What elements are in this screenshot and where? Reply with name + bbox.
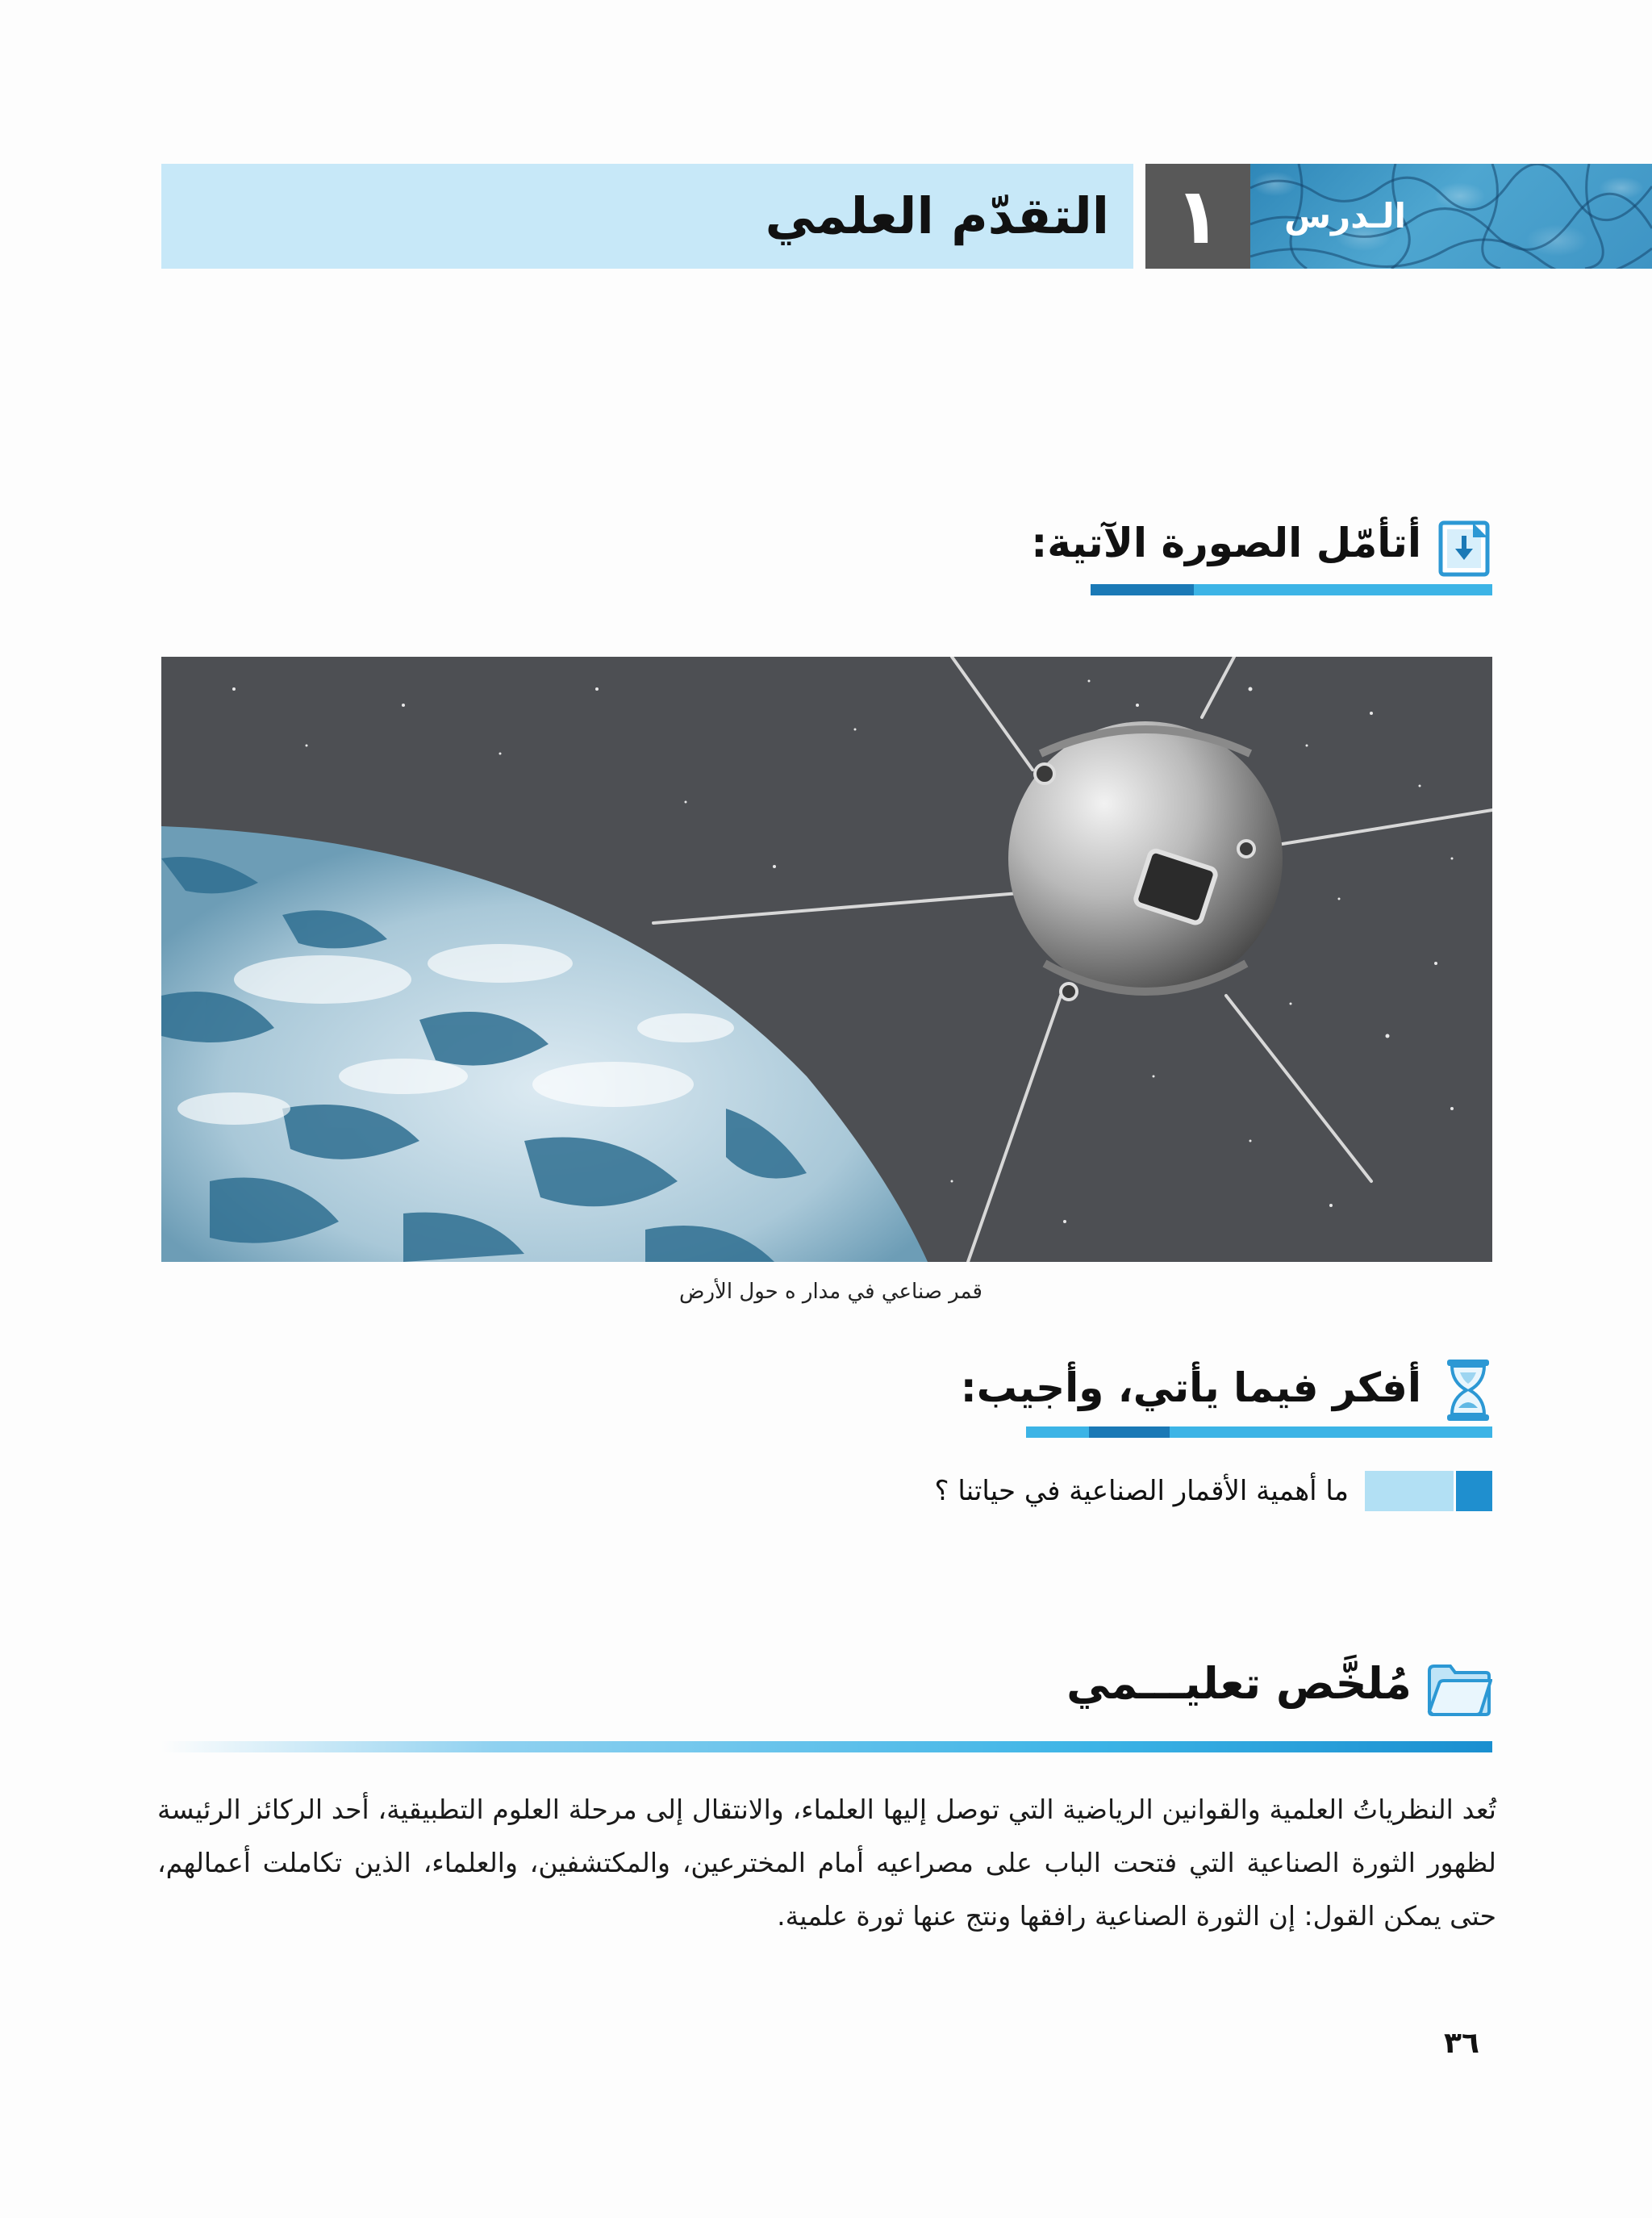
summary-paragraph xyxy=(157,1783,1496,1943)
satellite-figure xyxy=(161,657,1492,1262)
section-underline-accent xyxy=(1091,584,1194,595)
lesson-title: التقدّم العلمي xyxy=(765,186,1109,245)
summary-paragraph-text: تُعد النظرياتُ العلمية والقوانين الرياضية التي توصل إليها العلماء، والانتقال إلى مرحلة العلوم التطبيقية، أحد الركائز الرئيسة لظهور الثورة الصناعية التي فتحت الباب على مصراعيه أمام المخترعين، والمكتشفين، والعلماء، الذين تكاملت أعمالهم، حتى يمكن القول: إن الثورة الصناعية رافقها ونتج عنها ثورة علمية. xyxy=(157,1794,1496,1932)
lesson-label: الـدرس xyxy=(1284,196,1406,236)
figure-caption: قمر صناعي في مدار ه حول الأرض xyxy=(679,1280,982,1304)
summary-underline xyxy=(161,1741,1492,1752)
lesson-number: ١ xyxy=(1145,164,1250,269)
satellite-illustration xyxy=(161,657,1492,1262)
folder-icon xyxy=(1426,1663,1492,1721)
lesson-title-box xyxy=(161,164,1133,269)
question-marker xyxy=(1456,1471,1492,1511)
question-item xyxy=(161,1471,1492,1511)
hourglass-icon xyxy=(1444,1358,1492,1426)
lesson-header xyxy=(161,164,1652,269)
lesson-texture-banner xyxy=(1250,164,1652,269)
page-number: ٣٦ xyxy=(1444,2027,1479,2060)
document-download-icon xyxy=(1437,520,1492,581)
summary-section-title: مُلخَّص تعليـــمي xyxy=(1066,1658,1412,1709)
observe-section-heading xyxy=(1031,516,1492,601)
observe-section-title: أتأمّل الصورة الآتية: xyxy=(1031,520,1421,566)
summary-section-heading xyxy=(968,1658,1492,1739)
think-section-heading xyxy=(960,1358,1492,1443)
section-underline-accent xyxy=(1089,1426,1170,1438)
think-section-title: أفكر فيما يأتي، وأجيب: xyxy=(960,1364,1421,1411)
question-text: ما أهمية الأقمار الصناعية في حياتنا ؟ xyxy=(934,1475,1349,1507)
question-marker-light xyxy=(1365,1471,1454,1511)
